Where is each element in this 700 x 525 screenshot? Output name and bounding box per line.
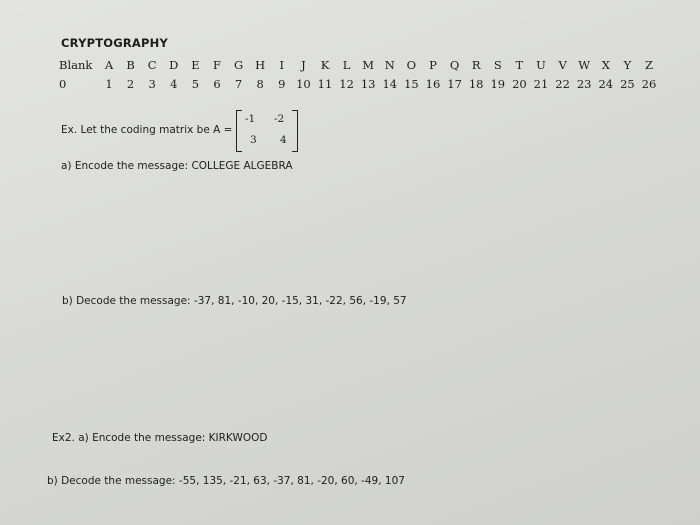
alphabet-letter: P [429,58,437,72]
alphabet-letter: H [255,58,266,72]
alphabet-number: 0 [59,77,67,91]
page-title: CRYPTOGRAPHY [61,36,169,50]
example1-part-a: a) Encode the message: COLLEGE ALGEBRA [61,160,293,172]
matrix-right-bracket [292,110,298,152]
example2-part-a: Ex2. a) Encode the message: KIRKWOOD [52,432,268,444]
matrix-cell: -1 [245,113,256,125]
alphabet-number: 15 [404,77,419,91]
example1-intro: Ex. Let the coding matrix be A = [61,124,233,136]
alphabet-letter: E [191,58,200,72]
alphabet-letter: B [126,58,135,72]
alphabet-number: 9 [278,77,286,91]
alphabet-number: 3 [148,77,156,91]
alphabet-number: 12 [339,77,354,91]
alphabet-number: 18 [468,77,484,91]
alphabet-letter: T [515,58,524,72]
alphabet-number: 6 [213,77,221,91]
alphabet-number: 16 [425,77,441,91]
matrix-cell: -2 [274,113,285,125]
alphabet-letter: A [104,58,114,72]
alphabet-number: 22 [555,77,570,91]
alphabet-letter: S [493,58,502,72]
alphabet-letter: Z [645,58,653,72]
matrix-cell: 4 [280,134,287,146]
alphabet-letter: M [362,58,375,72]
coding-matrix [236,110,298,152]
alphabet-letter: G [234,58,244,72]
alphabet-letter: D [169,58,179,72]
alphabet-letter: V [558,58,567,72]
alphabet-number: 2 [126,77,135,91]
alphabet-letter: I [279,58,285,72]
alphabet-number: 1 [105,77,113,91]
alphabet-letter: L [342,58,351,72]
alphabet-number: 8 [256,77,264,91]
alphabet-number: 5 [191,77,200,91]
alphabet-letters-row [59,58,653,72]
alphabet-letter: O [406,58,417,72]
alphabet-number: 24 [598,77,614,91]
alphabet-number: 14 [382,77,398,91]
alphabet-letter: Blank [59,58,93,72]
alphabet-number: 26 [641,77,657,91]
alphabet-letter: K [320,58,330,72]
alphabet-numbers-row [59,77,657,91]
alphabet-letter: Q [449,58,460,72]
alphabet-letter: C [147,58,157,72]
alphabet-letter: U [536,58,546,72]
alphabet-letter: N [384,58,395,72]
matrix-left-bracket [236,110,242,152]
alphabet-number: 13 [360,77,376,91]
alphabet-letter: W [578,58,591,72]
alphabet-number: 23 [576,77,592,91]
alphabet-letter: Y [623,58,632,72]
alphabet-number: 21 [533,77,549,91]
alphabet-number: 7 [234,77,243,91]
alphabet-letter: F [213,58,221,72]
alphabet-letter: J [301,58,306,72]
alphabet-number: 19 [490,77,506,91]
alphabet-letter: R [471,58,481,72]
alphabet-number: 10 [296,77,311,91]
example2-part-b: b) Decode the message: -55, 135, -21, 63, -37, 81, -20, 60, -49, 107 [47,475,405,487]
alphabet-number: 20 [512,77,527,91]
alphabet-number: 4 [170,77,178,91]
alphabet-number: 11 [317,77,333,91]
alphabet-number: 25 [620,77,635,91]
alphabet-number: 17 [447,77,462,91]
example1-part-b: b) Decode the message: -37, 81, -10, 20, -15, 31, -22, 56, -19, 57 [62,295,407,307]
alphabet-letter: X [601,58,610,72]
matrix-cell: 3 [250,134,257,146]
